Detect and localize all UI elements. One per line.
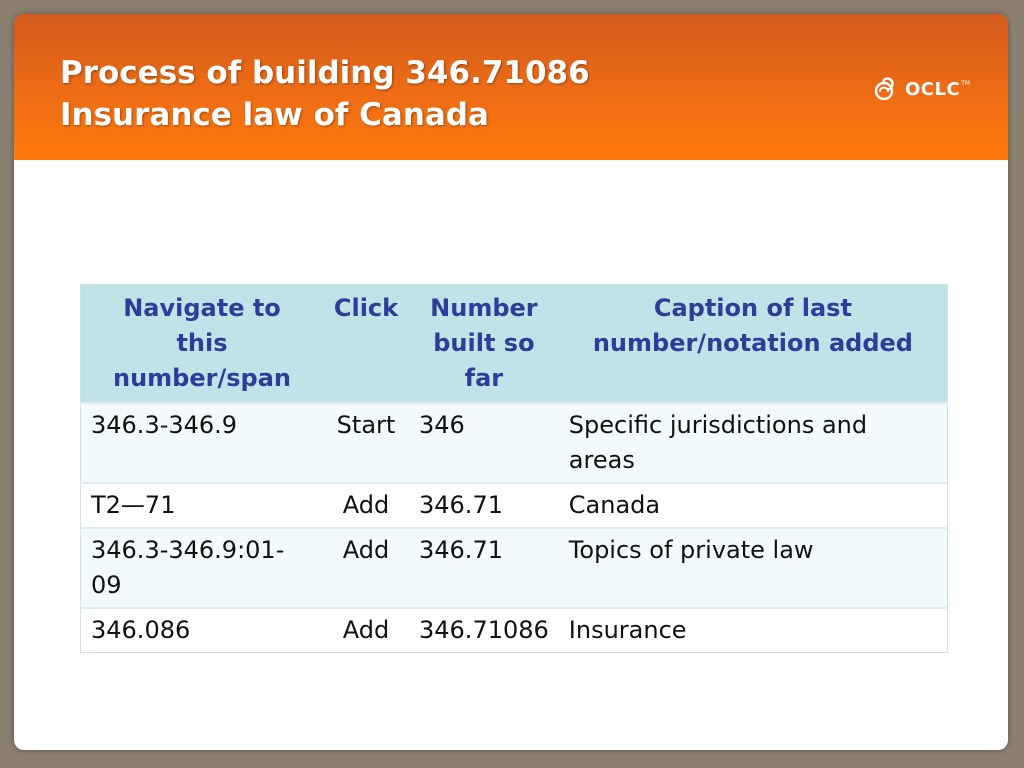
header-text: Number	[430, 294, 538, 322]
cell-navigate: 346.3-346.9:01-09	[81, 528, 324, 608]
cell-navigate: 346.086	[81, 608, 324, 653]
header-text: far	[464, 364, 504, 392]
cell-click: Start	[323, 403, 409, 483]
header-click	[323, 285, 409, 404]
cell-click: Add	[323, 528, 409, 608]
oclc-logo	[872, 74, 970, 104]
header-text: Navigate to	[123, 294, 281, 322]
cell-number: 346.71086	[409, 608, 559, 653]
header-number	[409, 285, 559, 404]
cell-click: Add	[323, 608, 409, 653]
cell-caption: Specific jurisdictions and areas	[559, 403, 948, 483]
logo-trademark: TM	[961, 80, 971, 87]
table-header-row	[81, 285, 948, 404]
table-row	[81, 528, 948, 608]
header-text: Caption of last	[653, 294, 852, 322]
table-row	[81, 403, 948, 483]
cell-navigate: T2—71	[81, 483, 324, 528]
slide-title	[60, 52, 590, 136]
table-row	[81, 483, 948, 528]
header-text: Click	[333, 294, 399, 322]
cell-caption: Insurance	[559, 608, 948, 653]
cell-caption: Canada	[559, 483, 948, 528]
header-text: number/span	[113, 364, 291, 392]
cell-navigate: 346.3-346.9	[81, 403, 324, 483]
cell-number: 346.71	[409, 483, 559, 528]
cell-number: 346.71	[409, 528, 559, 608]
slide-header	[14, 14, 1008, 160]
oclc-logo-icon	[872, 74, 902, 104]
header-text: number/notation added	[592, 329, 913, 357]
cell-caption: Topics of private law	[559, 528, 948, 608]
header-text: this	[176, 329, 228, 357]
title-line-2: Insurance law of Canada	[60, 97, 489, 133]
header-text: built so	[433, 329, 535, 357]
cell-number: 346	[409, 403, 559, 483]
header-navigate	[81, 285, 324, 404]
cell-click: Add	[323, 483, 409, 528]
build-process-table	[80, 284, 948, 653]
logo-wordmark: OCLC	[905, 78, 961, 100]
slide	[14, 14, 1008, 750]
title-line-1: Process of building 346.71086	[60, 55, 590, 91]
table-row	[81, 608, 948, 653]
header-caption	[559, 285, 948, 404]
